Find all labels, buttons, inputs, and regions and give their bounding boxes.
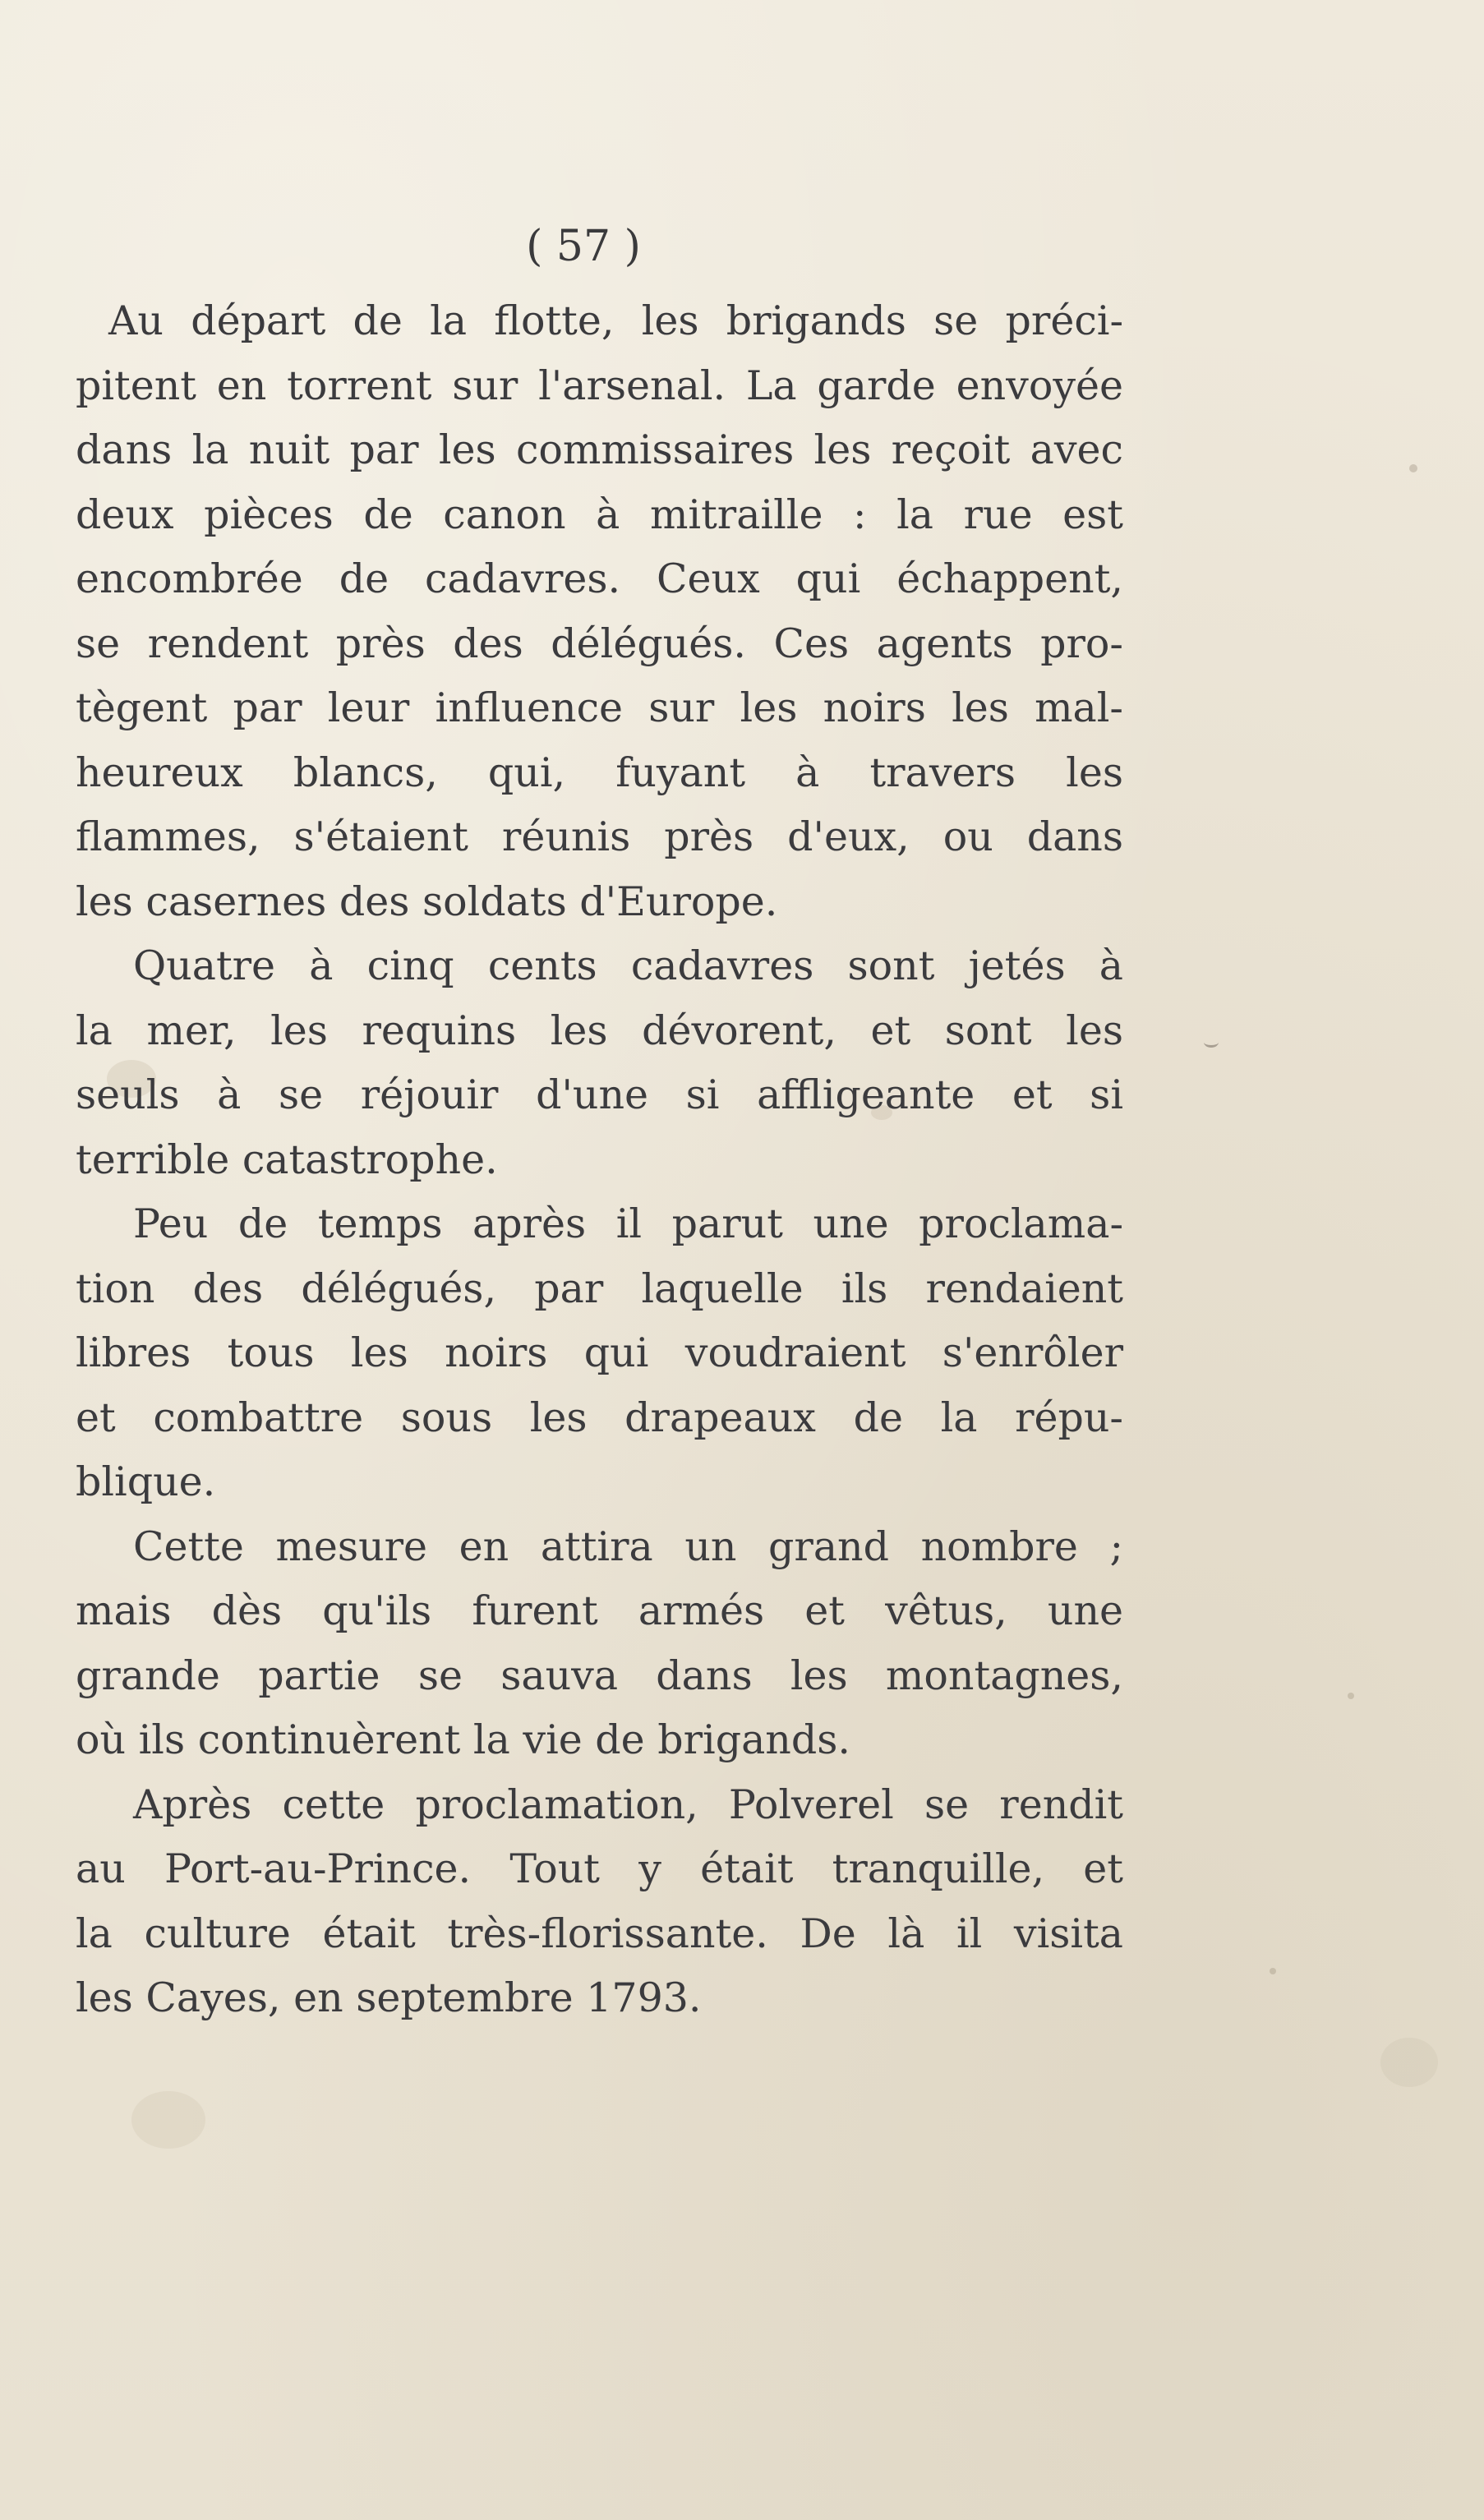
text-line: grande partie se sauva dans les montagnes, [76, 1652, 1123, 1699]
text-line: heureux blancs, qui, fuyant à travers les [76, 749, 1123, 796]
text-line: pitent en torrent sur l'arsenal. La garde envoyée [76, 362, 1123, 409]
paragraph [76, 289, 1123, 934]
paper-stain [131, 2091, 205, 2149]
text-line: la culture était très-florissante. De là il visita [76, 1910, 1123, 1957]
text-line: flammes, s'étaient réunis près d'eux, ou dans [76, 813, 1123, 860]
paragraph [76, 1773, 1123, 2031]
text-line: libres tous les noirs qui voudraient s'enrôler [76, 1329, 1123, 1376]
text-line: la mer, les requins les dévorent, et sont les [76, 1007, 1123, 1054]
paragraph [76, 1515, 1123, 1773]
paper-mark [1204, 1037, 1219, 1048]
text-line: tègent par leur influence sur les noirs les mal- [76, 684, 1123, 731]
text-line: Cette mesure en attira un grand nombre ; [133, 1523, 1123, 1570]
text-line: Après cette proclamation, Polverel se rendit [133, 1781, 1123, 1828]
text-line: blique. [76, 1458, 216, 1505]
body-text [76, 289, 1123, 2031]
text-line: les casernes des soldats d'Europe. [76, 878, 778, 925]
text-line: où ils continuèrent la vie de brigands. [76, 1716, 850, 1763]
paragraph [76, 934, 1123, 1192]
page-number: ( 57 ) [526, 222, 641, 271]
paper-speck [1348, 1693, 1354, 1699]
text-line: Quatre à cinq cents cadavres sont jetés à [133, 942, 1123, 989]
paragraph [76, 1192, 1123, 1515]
text-line: Peu de temps après il parut une proclama- [133, 1200, 1123, 1247]
paper-stain [1380, 2038, 1438, 2087]
paper-speck [1409, 464, 1417, 472]
text-line: terrible catastrophe. [76, 1136, 498, 1183]
text-line: et combattre sous les drapeaux de la répu- [76, 1394, 1123, 1441]
text-line: Au départ de la flotte, les brigands se préci- [108, 297, 1123, 344]
text-line: mais dès qu'ils furent armés et vêtus, une [76, 1587, 1123, 1634]
text-line: au Port-au-Prince. Tout y était tranquille, et [76, 1845, 1123, 1892]
text-line: deux pièces de canon à mitraille : la rue est [76, 491, 1123, 538]
text-line: se rendent près des délégués. Ces agents pro- [76, 620, 1123, 667]
text-line: dans la nuit par les commissaires les reçoit avec [76, 426, 1123, 473]
text-line: tion des délégués, par laquelle ils rendaient [76, 1265, 1123, 1312]
paper-speck [1270, 1968, 1276, 1974]
text-line: seuls à se réjouir d'une si affligeante et si [76, 1071, 1123, 1118]
text-line: les Cayes, en septembre 1793. [76, 1974, 702, 2021]
text-line: encombrée de cadavres. Ceux qui échappent, [76, 555, 1123, 602]
